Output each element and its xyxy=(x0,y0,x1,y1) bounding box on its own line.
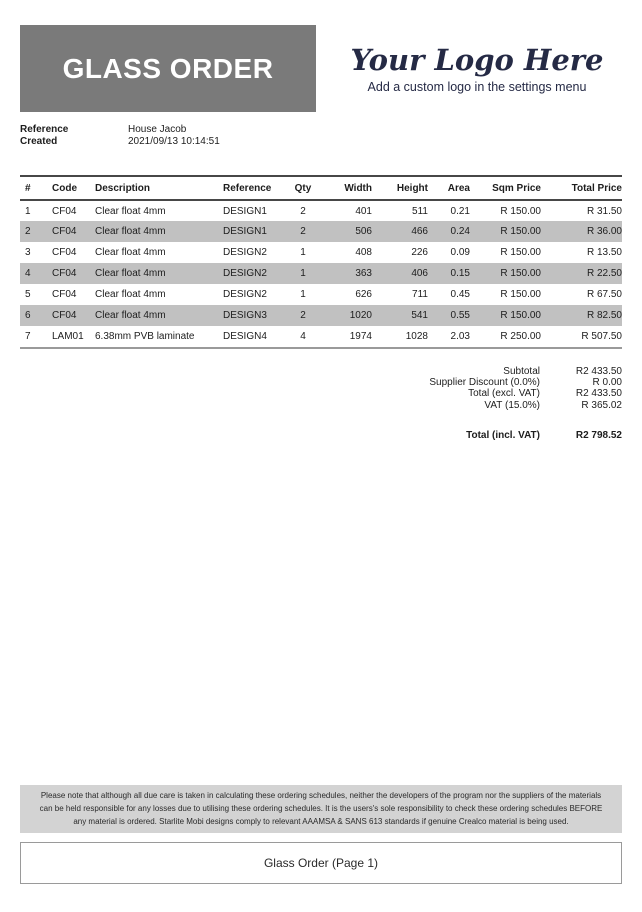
table-cell: 7 xyxy=(25,331,31,342)
header-row xyxy=(20,176,622,200)
table-cell: DESIGN4 xyxy=(223,331,267,342)
table-cell: 541 xyxy=(411,310,428,321)
totals-label: Total (excl. VAT) xyxy=(468,388,540,400)
table-cell: CF04 xyxy=(52,310,77,321)
table-cell: 401 xyxy=(355,205,372,217)
table-row xyxy=(20,305,622,326)
footer-label: Glass Order (Page 1) xyxy=(263,856,379,870)
table-cell: CF04 xyxy=(52,247,77,258)
table-cell: 226 xyxy=(411,247,428,258)
order-meta xyxy=(0,112,642,147)
table-cell: Clear float 4mm xyxy=(95,289,166,300)
table-row xyxy=(20,200,622,221)
logo-placeholder xyxy=(332,25,622,112)
table-cell: LAM01 xyxy=(52,331,84,342)
table-cell: R 31.50 xyxy=(586,205,622,217)
table-cell: 6 xyxy=(25,310,31,321)
disclaimer-box: Please note that although all due care is taken in calculating these ordering schedules, neither the developers of the program nor the suppliers of the materials can be held responsible for any losses due to utilising these ordering schedules. It is the users's sole responsibility to check these ordering schedules BEFORE any material is ordered. Starlite Mobi designs comply to relevant AAAMSA & SANS 613 standards if genuine Crealco material is being used. xyxy=(20,785,622,833)
table-cell: 2.03 xyxy=(450,331,470,342)
totals-value: R2 433.50 xyxy=(575,366,622,377)
meta-value: 2021/09/13 10:14:51 xyxy=(128,135,220,147)
meta-row xyxy=(20,124,622,136)
table-cell: R 13.50 xyxy=(586,247,622,258)
totals-value: R 365.02 xyxy=(581,399,622,411)
page-footer xyxy=(20,842,622,884)
column-header: Width xyxy=(344,182,372,194)
table-cell: R 82.50 xyxy=(586,310,622,321)
table-cell: 2 xyxy=(300,205,306,217)
totals-value: R 0.00 xyxy=(592,377,622,389)
table-cell: 511 xyxy=(412,205,428,217)
column-header: Code xyxy=(52,182,77,194)
table-cell: DESIGN1 xyxy=(223,205,267,217)
table-cell: DESIGN1 xyxy=(223,226,267,237)
table-cell: 2 xyxy=(300,226,306,237)
table-cell: 0.15 xyxy=(450,268,470,279)
table-row xyxy=(20,221,622,242)
table-cell: 6.38mm PVB laminate xyxy=(95,331,195,342)
logo-text: Your Logo Here xyxy=(350,43,604,77)
table-cell: R 36.00 xyxy=(586,226,622,237)
totals-row xyxy=(320,366,622,377)
meta-row xyxy=(20,136,622,148)
table-cell: Clear float 4mm xyxy=(95,247,166,258)
table-cell: 1 xyxy=(300,268,306,279)
meta-label: Reference xyxy=(20,124,69,135)
totals-label: Subtotal xyxy=(503,366,540,377)
table-cell: 408 xyxy=(355,247,372,258)
table-cell: 4 xyxy=(300,331,306,342)
column-header: Height xyxy=(396,182,428,194)
table-cell: R 150.00 xyxy=(500,205,541,217)
table-cell: R 507.50 xyxy=(581,331,622,342)
table-cell: Clear float 4mm xyxy=(95,268,166,279)
table-row xyxy=(20,242,622,263)
table-cell: 0.24 xyxy=(450,226,470,237)
table-cell: DESIGN2 xyxy=(223,268,267,279)
totals-label: Supplier Discount (0.0%) xyxy=(429,377,540,389)
table-cell: CF04 xyxy=(52,226,77,237)
table-row xyxy=(20,326,622,347)
totals-value: R2 798.52 xyxy=(575,429,622,441)
table-cell: 0.09 xyxy=(450,247,470,258)
table-cell: 506 xyxy=(355,226,372,237)
table-cell: 1 xyxy=(25,205,31,217)
column-header: Description xyxy=(95,182,151,194)
table-cell: 466 xyxy=(411,226,428,237)
table-cell: 406 xyxy=(411,268,428,279)
table-row xyxy=(20,263,622,284)
totals-row xyxy=(320,400,622,411)
table-cell: CF04 xyxy=(52,205,77,217)
page-header xyxy=(0,0,642,112)
column-header: Qty xyxy=(294,182,312,194)
table-cell: 0.21 xyxy=(450,205,470,217)
table-cell: 5 xyxy=(25,289,31,300)
table-cell: 0.45 xyxy=(450,289,470,300)
table-cell: R 22.50 xyxy=(586,268,622,279)
table-cell: R 150.00 xyxy=(500,247,541,258)
table-cell: R 150.00 xyxy=(500,226,541,237)
table-cell: 363 xyxy=(355,268,372,279)
table-cell: 2 xyxy=(300,310,306,321)
table-cell: CF04 xyxy=(52,268,77,279)
table-cell: 1 xyxy=(300,247,306,258)
table-cell: 626 xyxy=(355,289,372,300)
table-cell: 711 xyxy=(412,289,428,300)
table-cell: 0.55 xyxy=(450,310,470,321)
report-title-banner xyxy=(20,25,316,112)
column-header: Total Price xyxy=(571,182,622,194)
table-cell: 3 xyxy=(25,247,31,258)
totals-value: R2 433.50 xyxy=(575,388,622,400)
table-cell: R 67.50 xyxy=(586,289,622,300)
table-cell: 1028 xyxy=(405,331,428,342)
table-cell: Clear float 4mm xyxy=(95,226,166,237)
order-table-body xyxy=(20,200,622,348)
table-cell: 1 xyxy=(300,289,306,300)
table-cell: Clear float 4mm xyxy=(95,310,166,321)
meta-label: Created xyxy=(20,135,58,147)
column-header: # xyxy=(25,182,31,194)
report-title: GLASS ORDER xyxy=(62,52,274,84)
table-cell: CF04 xyxy=(52,289,77,300)
totals-label: Total (incl. VAT) xyxy=(466,429,540,441)
table-cell: Clear float 4mm xyxy=(95,205,166,217)
column-header: Sqm Price xyxy=(492,182,541,194)
table-cell: R 250.00 xyxy=(500,331,541,342)
totals-section xyxy=(320,366,622,441)
order-table xyxy=(20,175,622,349)
totals-row xyxy=(320,377,622,388)
column-header: Reference xyxy=(223,182,272,194)
grand-total-row xyxy=(320,430,622,441)
table-cell: 1020 xyxy=(349,310,372,321)
table-cell: DESIGN2 xyxy=(223,247,267,258)
order-table-header xyxy=(20,176,622,200)
table-row xyxy=(20,284,622,305)
table-cell: 2 xyxy=(25,226,31,237)
column-header: Area xyxy=(447,182,470,194)
table-cell: R 150.00 xyxy=(500,268,541,279)
table-cell: 4 xyxy=(25,268,31,279)
logo-subtitle: Add a custom logo in the settings menu xyxy=(367,79,587,94)
table-cell: DESIGN3 xyxy=(223,310,267,321)
totals-label: VAT (15.0%) xyxy=(484,399,540,411)
totals-row xyxy=(320,388,622,399)
table-cell: 1974 xyxy=(349,331,372,342)
meta-value: House Jacob xyxy=(128,124,187,135)
table-cell: R 150.00 xyxy=(500,289,541,300)
table-cell: DESIGN2 xyxy=(223,289,267,300)
table-cell: R 150.00 xyxy=(500,310,541,321)
